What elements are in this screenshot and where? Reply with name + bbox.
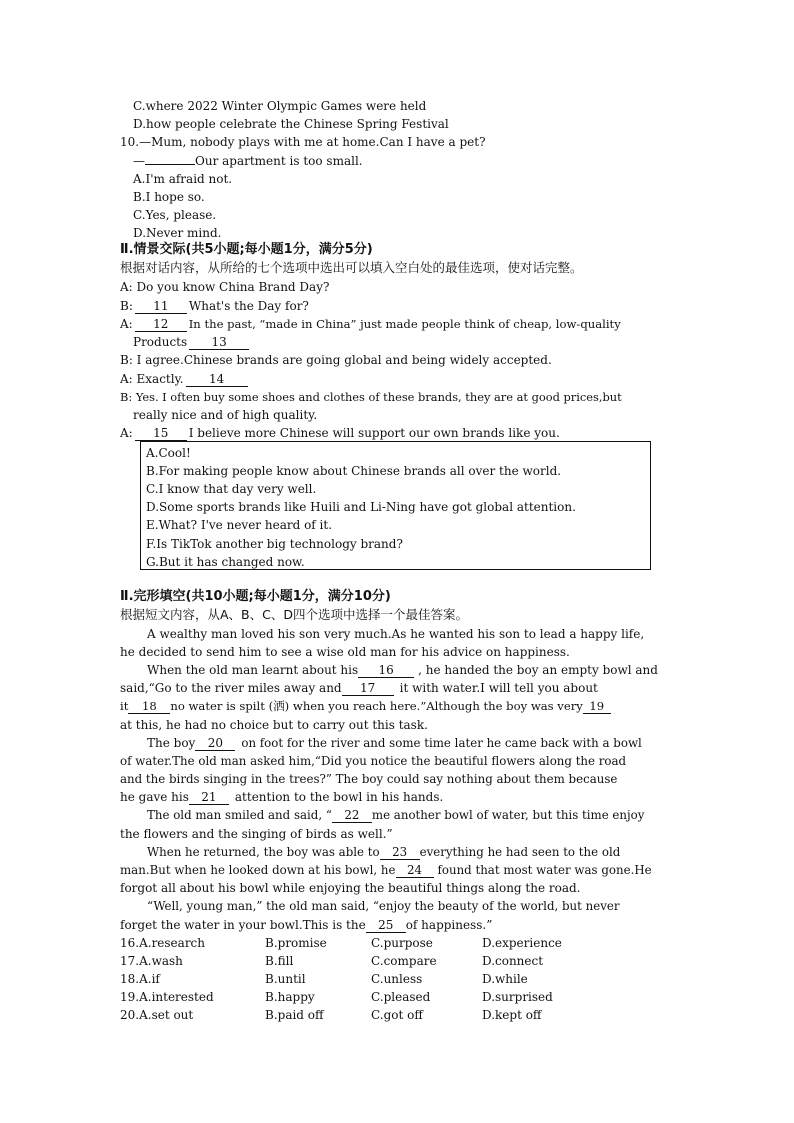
passage-text: , he handed the boy an empty bowl and [418,663,658,677]
blank-20: 20 [195,736,235,751]
passage-line: A wealthy man loved his son very much.As he wanted his son to lead a happy life, [147,627,645,641]
blank-19: 19 [583,699,611,714]
blank-23: 23 [380,845,420,860]
dialogue-text: What's the Day for? [188,299,309,313]
option-b: B.For making people know about Chinese brands all over the world. [146,464,562,478]
passage-line [120,788,443,806]
blank-14: 14 [186,372,248,387]
options-box [140,441,651,570]
option-d: D.Some sports brands like Huili and Li-Ning have got global attention. [146,500,576,514]
blank-11: 11 [135,299,187,314]
passage-line [120,861,652,879]
passage-line [147,806,644,824]
blank-25: 25 [366,918,406,933]
choice-d: D.kept off [482,1008,542,1022]
passage-text: no water is spilt (洒) when you reach here.”Although the boy was very [170,699,583,713]
passage-text: it with water.I will tell you about [399,681,598,695]
blank-15: 15 [135,426,187,441]
choice-c: C.pleased [371,990,431,1004]
blank-16: 16 [358,663,414,678]
option-a: A.Cool! [146,446,191,460]
passage-line: of water.The old man asked him,“Did you notice the beautiful flowers along the road [120,754,627,768]
dialogue-line-4 [133,333,249,351]
blank-12: 12 [135,317,187,332]
choice-c: C.unless [371,972,423,986]
q9-option-c: C.where 2022 Winter Olympic Games were held [133,99,427,113]
blank-18: 18 [128,699,170,714]
choice-a: 17.A.wash [120,954,183,968]
choice-b: B.promise [265,936,327,950]
passage-line [147,843,620,861]
dialogue-line-7: B: Yes. I often buy some shoes and clothes of these brands, they are at good prices,but [120,390,622,404]
passage-line: at this, he had no choice but to carry out this task. [120,718,428,732]
passage-text: man.But when he looked down at his bowl, he [120,863,396,877]
dialogue-line-3 [120,315,621,333]
q10-blank [145,164,195,165]
q9-option-d: D.how people celebrate the Chinese Spring Festival [133,117,449,131]
choice-c: C.compare [371,954,437,968]
passage-text: When he returned, the boy was able to [147,845,380,859]
choice-a: 16.A.research [120,936,206,950]
choice-d: D.experience [482,936,562,950]
passage-line [147,734,642,752]
passage-text: me another bowl of water, but this time enjoy [371,808,645,822]
q10-dash: — [133,154,145,168]
q10-option-b: B.I hope so. [133,190,205,204]
dialogue-line-6 [120,370,248,388]
dialogue-line-9 [120,424,560,442]
passage-line [120,679,598,697]
choice-b: B.until [265,972,306,986]
q10-stem: 10.—Mum, nobody plays with me at home.Can I have a pet? [120,135,486,149]
passage-text: When the old man learnt about his [147,663,359,677]
q10-option-c: C.Yes, please. [133,208,217,222]
passage-text: The old man smiled and said, “ [147,808,332,822]
choice-c: C.got off [371,1008,423,1022]
passage-text: of happiness.” [405,918,493,932]
passage-text: The boy [147,736,196,750]
dialogue-text: In the past, “made in China” just made people think of cheap, low-quality [188,317,621,331]
option-e: E.What? I've never heard of it. [146,518,333,532]
choice-d: D.while [482,972,528,986]
choice-b: B.fill [265,954,294,968]
choice-a: 20.A.set out [120,1008,194,1022]
option-f: F.Is TikTok another big technology brand? [146,537,403,551]
passage-text: it [120,699,129,713]
choice-a: 19.A.interested [120,990,214,1004]
q10-option-a: A.I'm afraid not. [133,172,233,186]
passage-text: everything he had seen to the old [419,845,621,859]
option-g: G.But it has changed now. [146,555,305,569]
choice-d: D.surprised [482,990,553,1004]
section2-heading: Ⅱ.情景交际(共5小题;每小题1分，满分5分) [120,242,373,257]
passage-line: and the birds singing in the trees?” The boy could say nothing about them because [120,772,618,786]
option-c: C.I know that day very well. [146,482,317,496]
passage-line: forgot all about his bowl while enjoying the beautiful things along the road. [120,881,581,895]
passage-line: he decided to send him to see a wise old man for his advice on happiness. [120,645,570,659]
section3-instruction: 根据短文内容，从A、B、C、D四个选项中选择一个最佳答案。 [120,607,468,622]
dialogue-line-8: really nice and of high quality. [133,408,318,422]
dialogue-text: A: Exactly. [120,372,184,386]
choice-b: B.happy [265,990,315,1004]
passage-line: the flowers and the singing of birds as well.” [120,827,393,841]
blank-24: 24 [396,863,434,878]
section2-instruction: 根据对话内容，从所给的七个选项中选出可以填入空白处的最佳选项，使对话完整。 [120,260,583,275]
passage-text: said,“Go to the river miles away and [120,681,342,695]
blank-13: 13 [189,335,249,350]
passage-text: he gave his [120,790,189,804]
q10-option-d: D.Never mind. [133,226,222,240]
q10-response [133,152,363,170]
passage-text: attention to the bowl in his hands. [234,790,444,804]
passage-text: found that most water was gone.He [437,863,652,877]
passage-line [147,661,658,679]
choice-a: 18.A.if [120,972,160,986]
passage-line: “Well, young man,” the old man said, “enjoy the beauty of the world, but never [147,899,620,913]
dialogue-text: I believe more Chinese will support our own brands like you. [188,426,560,440]
blank-21: 21 [189,790,229,805]
choice-d: D.connect [482,954,544,968]
speaker-label: A: [120,317,133,331]
choice-b: B.paid off [265,1008,324,1022]
q10-response-text: Our apartment is too small. [195,154,363,168]
dialogue-line-1: A: Do you know China Brand Day? [120,280,330,294]
blank-22: 22 [332,808,372,823]
dialogue-text: Products [133,335,188,349]
dialogue-line-2 [120,297,309,315]
section3-heading: Ⅱ.完形填空(共10小题;每小题1分，满分10分) [120,589,391,604]
dialogue-line-5: B: I agree.Chinese brands are going global and being widely accepted. [120,353,552,367]
passage-line [120,697,611,715]
speaker-label: A: [120,426,133,440]
choice-c: C.purpose [371,936,433,950]
passage-text: forget the water in your bowl.This is the [120,918,366,932]
blank-17: 17 [342,681,394,696]
passage-line [120,916,492,934]
speaker-label: B: [120,299,133,313]
passage-text: on foot for the river and some time later he came back with a bowl [241,736,642,750]
